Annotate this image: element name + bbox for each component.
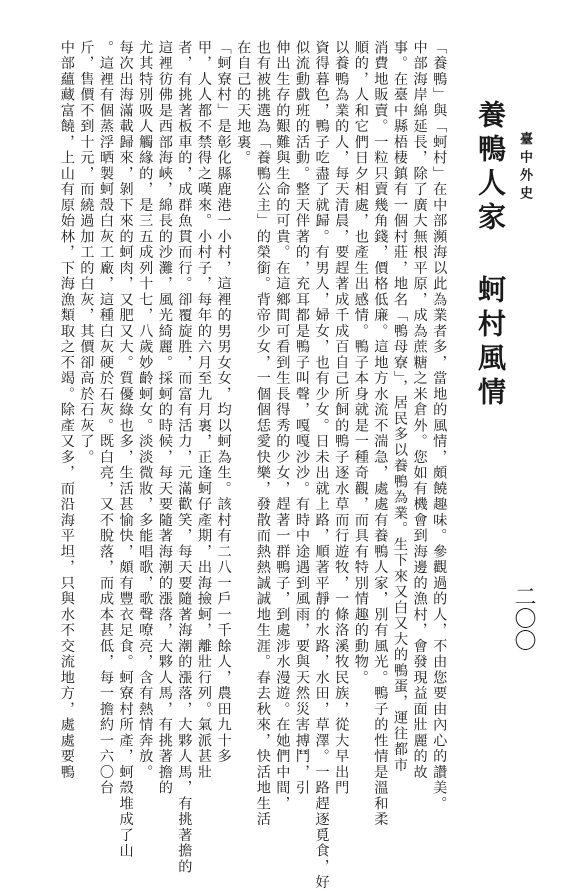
- text-column: 甲，人人都不禁得之嘆來。小村子，每年的六月至九月裏，正逢蚵仔產期，出海撿蚵，離壯行列。氣派甚壯: [196, 40, 212, 781]
- text-column: 也有被挑選為「養鴨公主」的榮銜。背帝少女，一個個恁愛快樂，發散而熱熱誠誠地生涯。春去秋來，快活地生活: [254, 40, 271, 828]
- text-column: 消費地販賣。一粒只賣幾角錢，價格低廉。這地方水流不湍急，處處有養鴨人家，別有風光。鴨子的性情是溫和柔: [372, 40, 389, 828]
- text-column: 事。在臺中縣梧棲鎮有一個村莊，地名「鴨母寮」，居民多以養鴨為業。生下來又白又大的鴨蛋，運往都市: [392, 40, 408, 774]
- text-column: 這裡彷佛是西部海峽，綿長的沙灘，風光綺麗。採蚵的時候，每天要隨著海潮的漲落，大夥人馬，有挑著擔的: [156, 40, 173, 796]
- page-number: 二〇〇: [511, 585, 536, 651]
- text-column: 資得暮色，鴨子吃盡了就歸。有男人，婦女，也有少女。日未出就上路，順著平靜的水路，水田，草澤。一路趕逐覓食，好: [313, 40, 330, 891]
- article-title: 養鴨人家 蚵村風情: [474, 100, 507, 411]
- text-column: 者，有挑著板車的，成群魚貫而行。卻覆旋胜，而富有活力，元滿歡笑，每天要隨著海潮的漲落，大夥人馬，有挑著擔的: [176, 40, 193, 875]
- text-column: 斤，售價不到十元，而繞過加工的白灰，其價卻高於石灰了。: [78, 40, 95, 466]
- text-column: 中部蘊藏富饒，上山有原始林，下海漁類取之不竭。除產又多，而沿海平坦，只與水不交流地方，處處要鴨: [58, 40, 75, 781]
- text-column: 伸出生存的艱難與生命的可貴。在這鄉間可看到生長得秀的少女，趕著一群鴨子，到處涉水漫遊。在她們中間，: [274, 40, 291, 812]
- text-column: 每次出海滿載歸來，剝下來的蚵肉，又肥又大。質優綠也多，生活甚愉快，頗有豐衣足食。蚵寮村所產，蚵殼堆成了山: [117, 40, 134, 859]
- text-column: 尤其特別吸人觸緣的，是三五成列十七，八歲妙齡蚵女。淡淡微妝，多能唱歌，歌聲嘹亮，含有熱情奔放。: [137, 40, 154, 781]
- text-column: 似流動戲班的活動。整天伴著的，充耳都是鴨子叫聲，嘎嘎沙沙。有時中途遇到風雨，要與天然災害搏鬥，引: [294, 40, 310, 796]
- text-column: 順的，人和它們日夕相處，也產生出感情。鴨子本身就是一種奇觀，而具有特別情趣的動物。: [352, 40, 369, 686]
- text-column: 中部海岸綿延長，除了廣大無根平原，成為蔗糖之米倉外。您如有機會到海邊的漁村，會發現益面壯麗的故: [411, 40, 428, 781]
- running-head: 臺中外史: [517, 132, 532, 204]
- text-column: 以養鴨為業的人，每天清晨，要趕著成千成百自己所飼的鴨子逐水草而行遊牧，一條洛溪牧民族，從大早出門: [333, 40, 350, 796]
- text-column: 在自己的天地裏。: [235, 40, 252, 166]
- text-column: 「蚵寮村」是彰化縣鹿港一小村，這裡的男男女女，均以蚵為生。該村有二八一戶一千餘人，農田九十多: [215, 40, 232, 765]
- text-column: 。這裡有個蒸浮晒製蚵殼白灰工廠，這種白灰硬於石灰。既白亮，又不脫落，而成本甚低，每一擔約一六〇台: [98, 40, 114, 796]
- text-column: 「養鴨」與「蚵村」在中部瀕海以此為業者多，當地的風情，頗饒趣味。參觀過的人，不由您要由內心的讚美。: [431, 40, 448, 812]
